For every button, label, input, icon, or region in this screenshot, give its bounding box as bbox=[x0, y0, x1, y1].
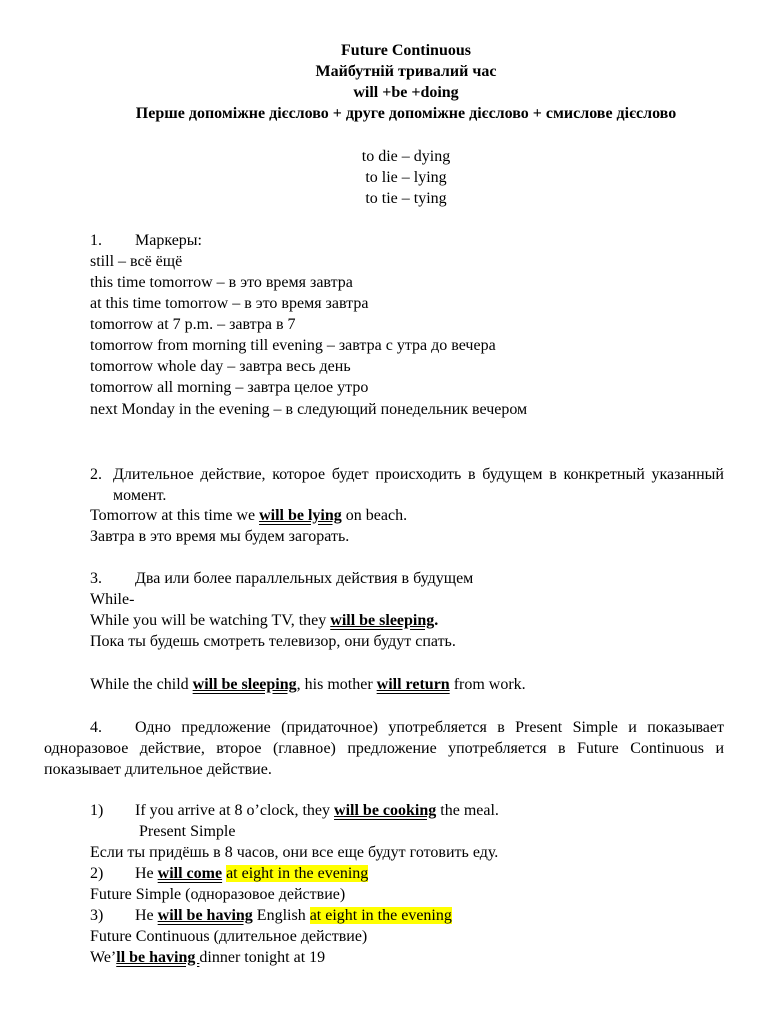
marker-item: next Monday in the evening – в следующий понедельник вечером bbox=[90, 401, 528, 418]
rule3-while: While- bbox=[90, 591, 135, 608]
highlighted-time: at eight in the evening bbox=[309, 907, 452, 924]
rule4-text: Одно предложение (придаточное) употребляется в Present Simple и показывает одноразовое действие, второе (главное) предложение употребляется в Future Continuous и показывает длительное действие. bbox=[44, 719, 724, 778]
example1-note: Present Simple bbox=[139, 823, 236, 840]
rule2-translation: Завтра в это время мы будем загорать. bbox=[90, 528, 350, 545]
marker-item: tomorrow from morning till evening – завтра с утра до вечера bbox=[90, 337, 496, 354]
rule3-example1-translation: Пока ты будешь смотреть телевизор, они будут спать. bbox=[90, 633, 456, 650]
rule4-paragraph bbox=[44, 717, 724, 780]
verb-form: will return bbox=[376, 676, 450, 693]
rule3-number: 3. bbox=[90, 570, 102, 587]
example4: We’ll be having dinner tonight at 19 bbox=[90, 949, 326, 966]
marker-item: tomorrow whole day – завтра весь день bbox=[90, 358, 351, 375]
verb-form: ll be having bbox=[116, 949, 200, 966]
verb-form: will be sleeping bbox=[192, 676, 297, 693]
markers-heading bbox=[90, 231, 202, 251]
example3: 3) He will be having English at eight in the evening bbox=[90, 907, 452, 924]
page-title: Future Continuous bbox=[341, 42, 471, 59]
marker-item: at this time tomorrow – в это время завтра bbox=[90, 295, 369, 312]
spelling-tie: to tie – tying bbox=[365, 190, 447, 207]
example1: 1) If you arrive at 8 o’clock, they will be cooking the meal. bbox=[90, 802, 499, 819]
markers-title: Маркеры: bbox=[135, 232, 202, 249]
rule2-example: Tomorrow at this time we will be lying on beach. bbox=[90, 507, 408, 524]
marker-item: tomorrow at 7 p.m. – завтра в 7 bbox=[90, 316, 296, 333]
rule3-title: Два или более параллельных действия в будущем bbox=[135, 570, 474, 587]
highlighted-time: at eight in the evening bbox=[226, 865, 369, 882]
rule3-heading bbox=[90, 569, 473, 589]
rule2-block bbox=[90, 464, 724, 506]
example2: 2) He will come at eight in the evening bbox=[90, 865, 369, 882]
spelling-die: to die – dying bbox=[361, 148, 451, 165]
marker-item: this time tomorrow – в это время завтра bbox=[90, 274, 353, 291]
verb-form: will be having bbox=[157, 907, 253, 924]
example1-translation: Если ты придёшь в 8 часов, они все еще будут готовить еду. bbox=[90, 844, 499, 861]
verb-form: will be cooking bbox=[334, 802, 437, 819]
verb-form: will be lying bbox=[259, 507, 342, 524]
verb-form: will be sleeping bbox=[330, 612, 435, 629]
rule2-text: Длительное действие, которое будет происходить в будущем в конкретный указанный момент. bbox=[113, 466, 724, 504]
example2-note: Future Simple (одноразовое действие) bbox=[90, 886, 346, 903]
rule2-number: 2. bbox=[90, 466, 102, 483]
verb-form: will come bbox=[157, 865, 223, 882]
example3-note: Future Continuous (длительное действие) bbox=[90, 928, 368, 945]
rule4-number: 4. bbox=[90, 719, 102, 736]
formula-description: Перше допоміжне дієслово + друге допоміжне дієслово + смислове дієслово bbox=[135, 105, 677, 122]
marker-item: tomorrow all morning – завтра целое утро bbox=[90, 379, 369, 396]
rule3-example2: While the child will be sleeping, his mother will return from work. bbox=[90, 676, 526, 693]
rule3-example1: While you will be watching TV, they will be sleeping. bbox=[90, 612, 439, 629]
formula: will +be +doing bbox=[353, 84, 459, 101]
marker-item: still – всё ёщё bbox=[90, 253, 183, 270]
spelling-lie: to lie – lying bbox=[365, 169, 447, 186]
markers-number: 1. bbox=[90, 232, 102, 249]
page-subtitle: Майбутній тривалий час bbox=[315, 63, 497, 80]
